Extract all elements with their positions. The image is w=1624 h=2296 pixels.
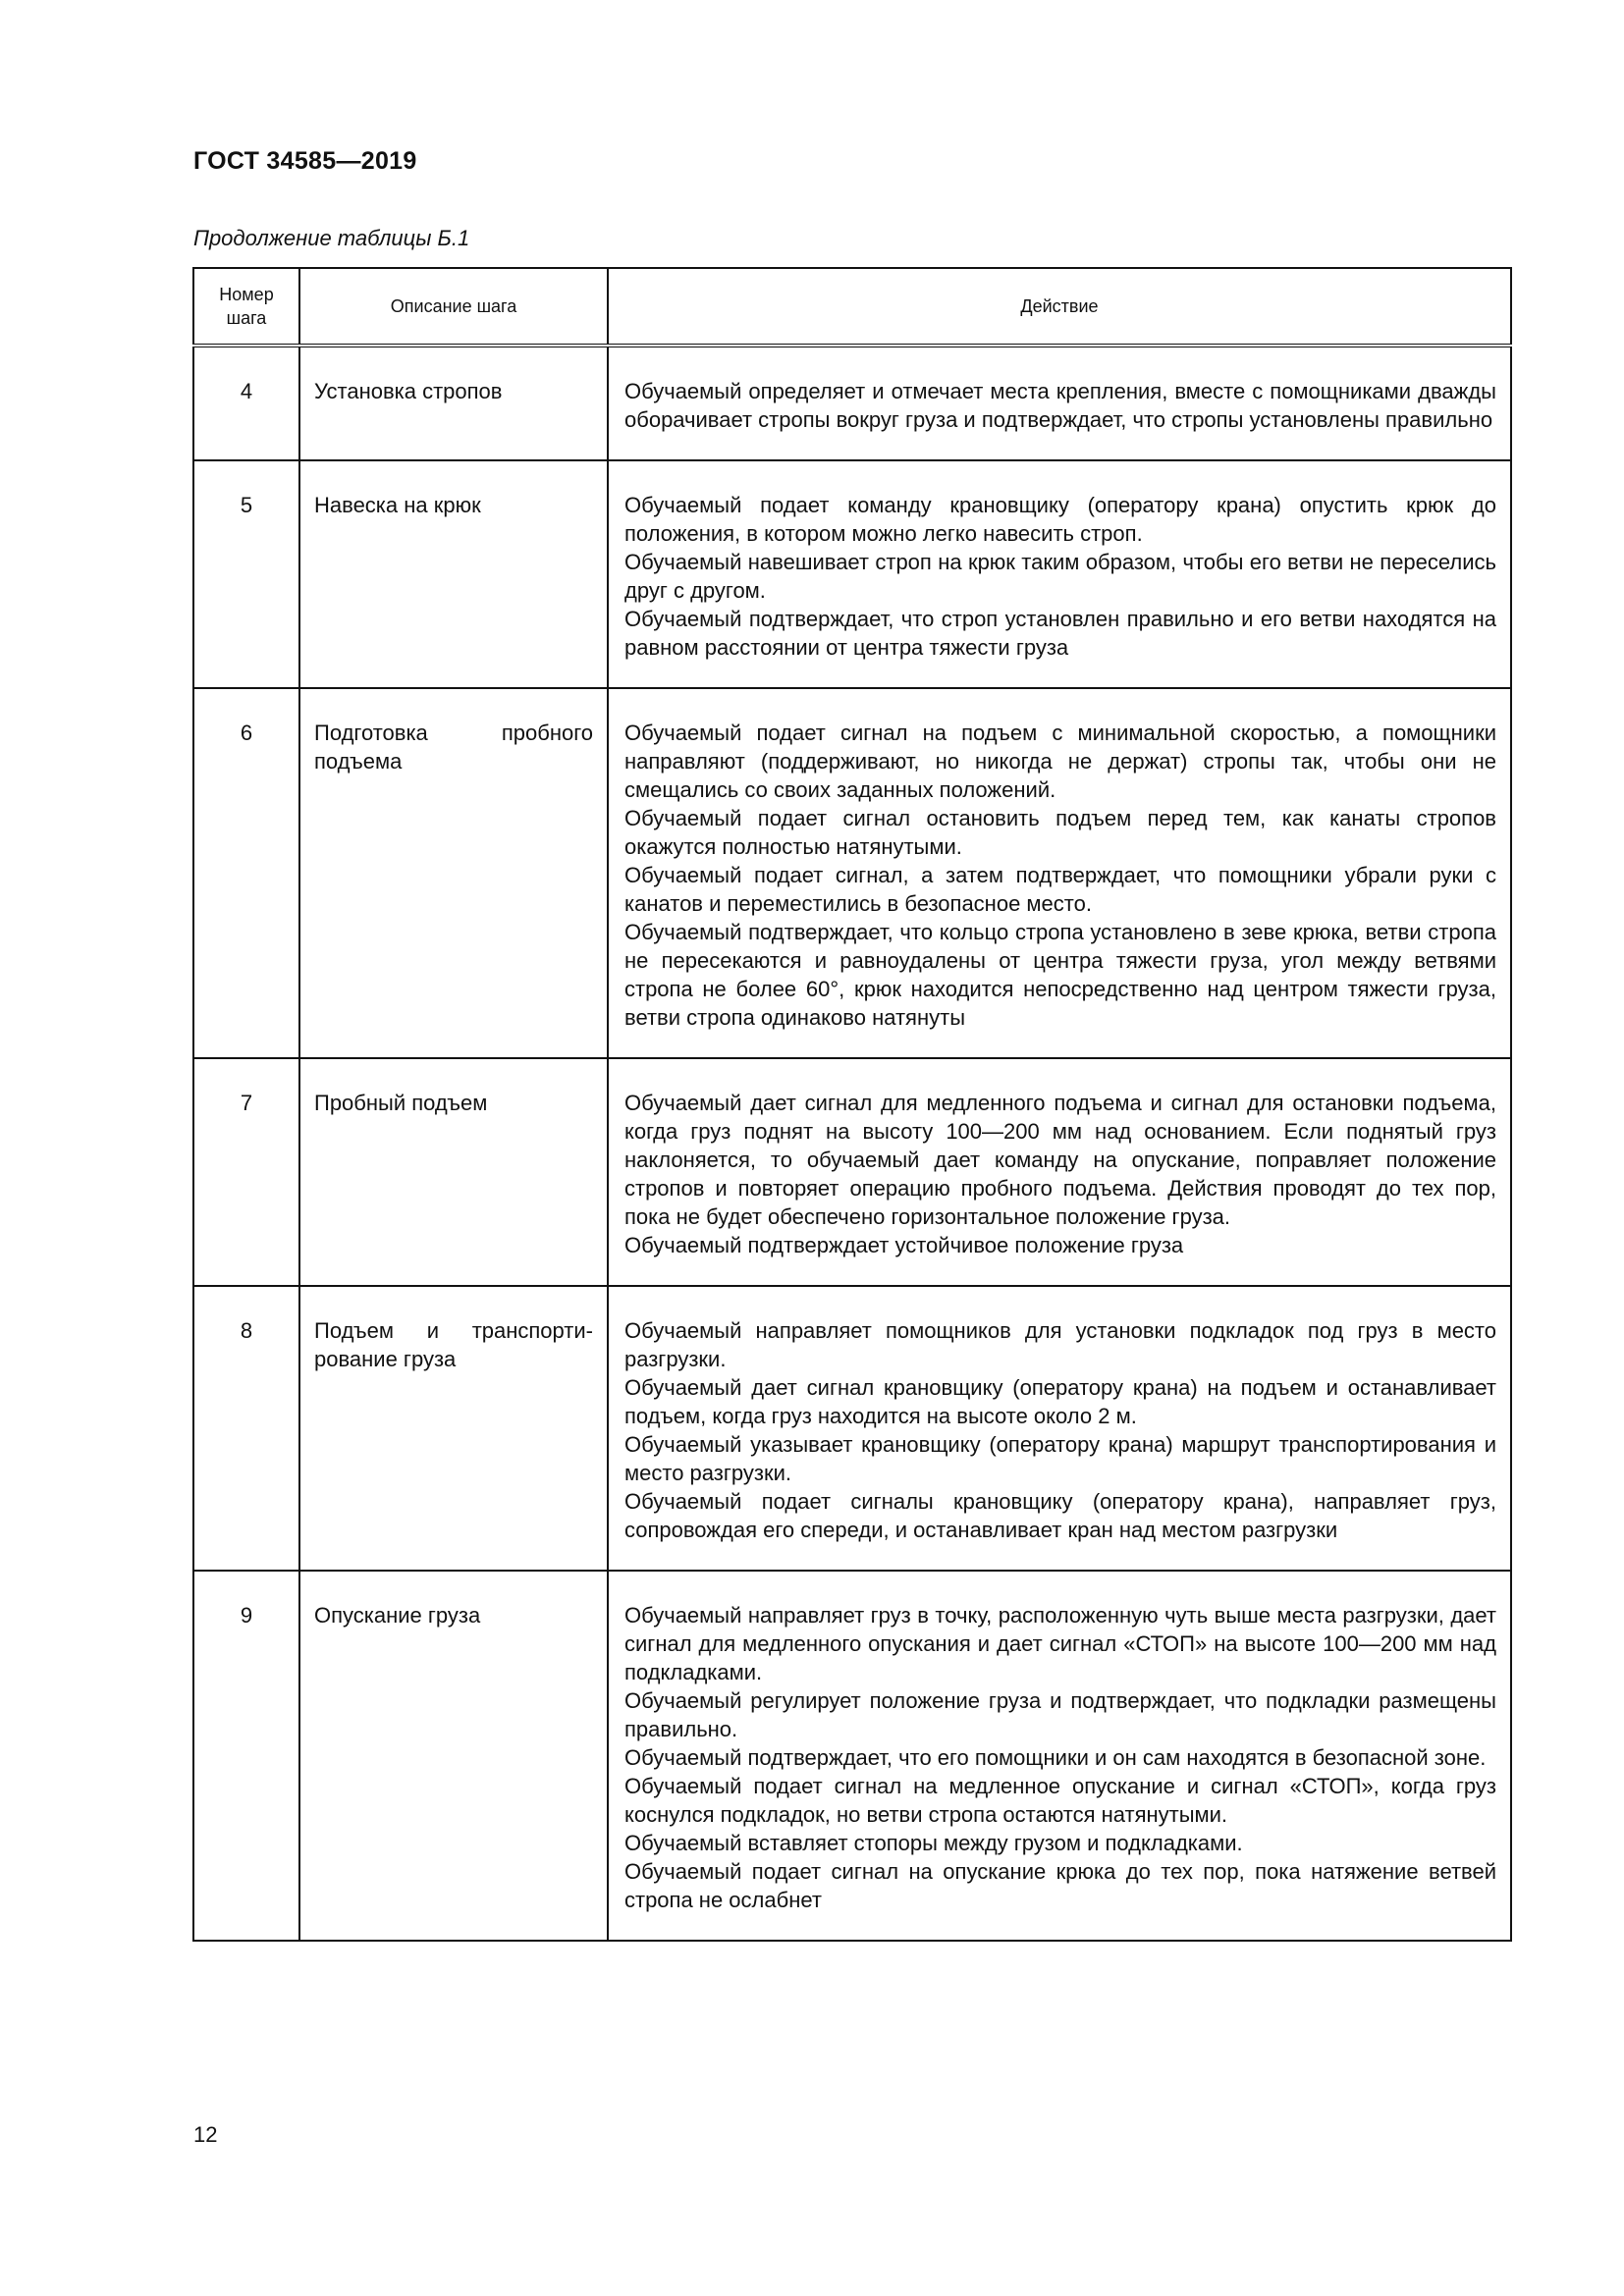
action-paragraph: Обучаемый указывает крановщику (оператору крана) маршрут транспортирования и место разгрузки.: [624, 1432, 1496, 1485]
action-paragraph: Обучаемый подает сигнал на медленное опускание и сигнал «СТОП», когда груз коснулся подкладок, но ветви стропа остаются натянутыми.: [624, 1774, 1496, 1827]
document-title: ГОСТ 34585—2019: [193, 147, 417, 175]
step-description: Опускание груза: [299, 1571, 608, 1941]
table-row: [193, 1058, 1511, 1286]
step-number: 6: [193, 688, 299, 1058]
step-description: Навеска на крюк: [299, 460, 608, 688]
step-description: Подъем и транспортирование груза: [299, 1286, 608, 1571]
action-paragraph: Обучаемый определяет и отмечает места крепления, вместе с помощниками дважды оборачивает стропы вокруг груза и подтверждает, что стропы установлены правильно: [624, 379, 1496, 432]
column-header-step-number: Номер шага: [193, 268, 299, 346]
step-action: [608, 1571, 1511, 1941]
step-action: [608, 346, 1511, 460]
action-paragraph: Обучаемый подает сигнал на подъем с минимальной скоростью, а помощники направляют (поддерживают, но никогда не держат) стропы так, чтобы они не смещались со своих заданных положений.: [624, 721, 1496, 802]
action-paragraph: Обучаемый направляет помощников для установки подкладок под груз в место разгрузки.: [624, 1318, 1496, 1371]
step-number: 5: [193, 460, 299, 688]
action-paragraph: Обучаемый дает сигнал для медленного подъема и сигнал для остановки подъема, когда груз поднят на высоту 100—200 мм над основанием. Если поднятый груз наклоняется, то обучаемый дает команду на опускание, поправляет положение стропов и повторяет операцию пробного подъема. Действия проводят до тех пор, пока не будет обеспечено горизонтальное положение груза.: [624, 1091, 1496, 1229]
action-paragraph: Обучаемый подтверждает, что кольцо стропа установлено в зеве крюка, ветви стропа не пересекаются и равноудалены от центра тяжести груза, угол между ветвями стропа не более 60°, крюк находится непосредственно над центром тяжести груза, ветви стропа одинаково натянуты: [624, 920, 1496, 1030]
step-description: Подготовка пробного подъема: [299, 688, 608, 1058]
action-paragraph: Обучаемый подтверждает устойчивое положение груза: [624, 1233, 1184, 1257]
action-paragraph: Обучаемый подает сигнал на опускание крюка до тех пор, пока натяжение ветвей стропа не ослабнет: [624, 1859, 1496, 1912]
column-header-action: Действие: [608, 268, 1511, 346]
action-paragraph: Обучаемый вставляет стопоры между грузом и подкладками.: [624, 1831, 1243, 1855]
action-paragraph: Обучаемый подтверждает, что его помощники и он сам находятся в безопасной зоне.: [624, 1745, 1487, 1770]
step-action: [608, 1058, 1511, 1286]
action-paragraph: Обучаемый дает сигнал крановщику (оператору крана) на подъем и останавливает подъем, когда груз находится на высоте около 2 м.: [624, 1375, 1496, 1428]
step-action: [608, 1286, 1511, 1571]
action-paragraph: Обучаемый подает сигнал, а затем подтверждает, что помощники убрали руки с канатов и переместились в безопасное место.: [624, 863, 1496, 916]
steps-table-container: [192, 267, 1510, 1942]
column-header-step-description: Описание шага: [299, 268, 608, 346]
step-number: 4: [193, 346, 299, 460]
step-action: [608, 688, 1511, 1058]
step-description: Пробный подъем: [299, 1058, 608, 1286]
step-description: Установка стропов: [299, 346, 608, 460]
table-header-row: [193, 268, 1511, 346]
action-paragraph: Обучаемый навешивает строп на крюк таким образом, чтобы его ветви не переселись друг с другом.: [624, 550, 1496, 603]
step-number: 9: [193, 1571, 299, 1941]
table-caption: Продолжение таблицы Б.1: [193, 226, 470, 250]
action-paragraph: Обучаемый подает сигнал остановить подъем перед тем, как канаты стропов окажутся полностью натянутыми.: [624, 806, 1496, 859]
action-paragraph: Обучаемый подает сигналы крановщику (оператору крана), направляет груз, сопровождая его спереди, и останавливает кран над местом разгрузки: [624, 1489, 1496, 1542]
step-number: 8: [193, 1286, 299, 1571]
table-row: [193, 346, 1511, 460]
action-paragraph: Обучаемый подтверждает, что строп установлен правильно и его ветви находятся на равном расстоянии от центра тяжести груза: [624, 607, 1496, 660]
table-row: [193, 688, 1511, 1058]
page-number: 12: [193, 2122, 218, 2147]
action-paragraph: Обучаемый подает команду крановщику (оператору крана) опустить крюк до положения, в котором можно легко навесить строп.: [624, 493, 1496, 546]
step-number: 7: [193, 1058, 299, 1286]
steps-table: [192, 267, 1512, 1942]
table-row: [193, 1286, 1511, 1571]
step-action: [608, 460, 1511, 688]
table-row: [193, 460, 1511, 688]
action-paragraph: Обучаемый направляет груз в точку, расположенную чуть выше места разгрузки, дает сигнал для медленного опускания и дает сигнал «СТОП» на высоте 100—200 мм над подкладками.: [624, 1603, 1496, 1684]
table-row: [193, 1571, 1511, 1941]
action-paragraph: Обучаемый регулирует положение груза и подтверждает, что подкладки размещены правильно.: [624, 1688, 1496, 1741]
